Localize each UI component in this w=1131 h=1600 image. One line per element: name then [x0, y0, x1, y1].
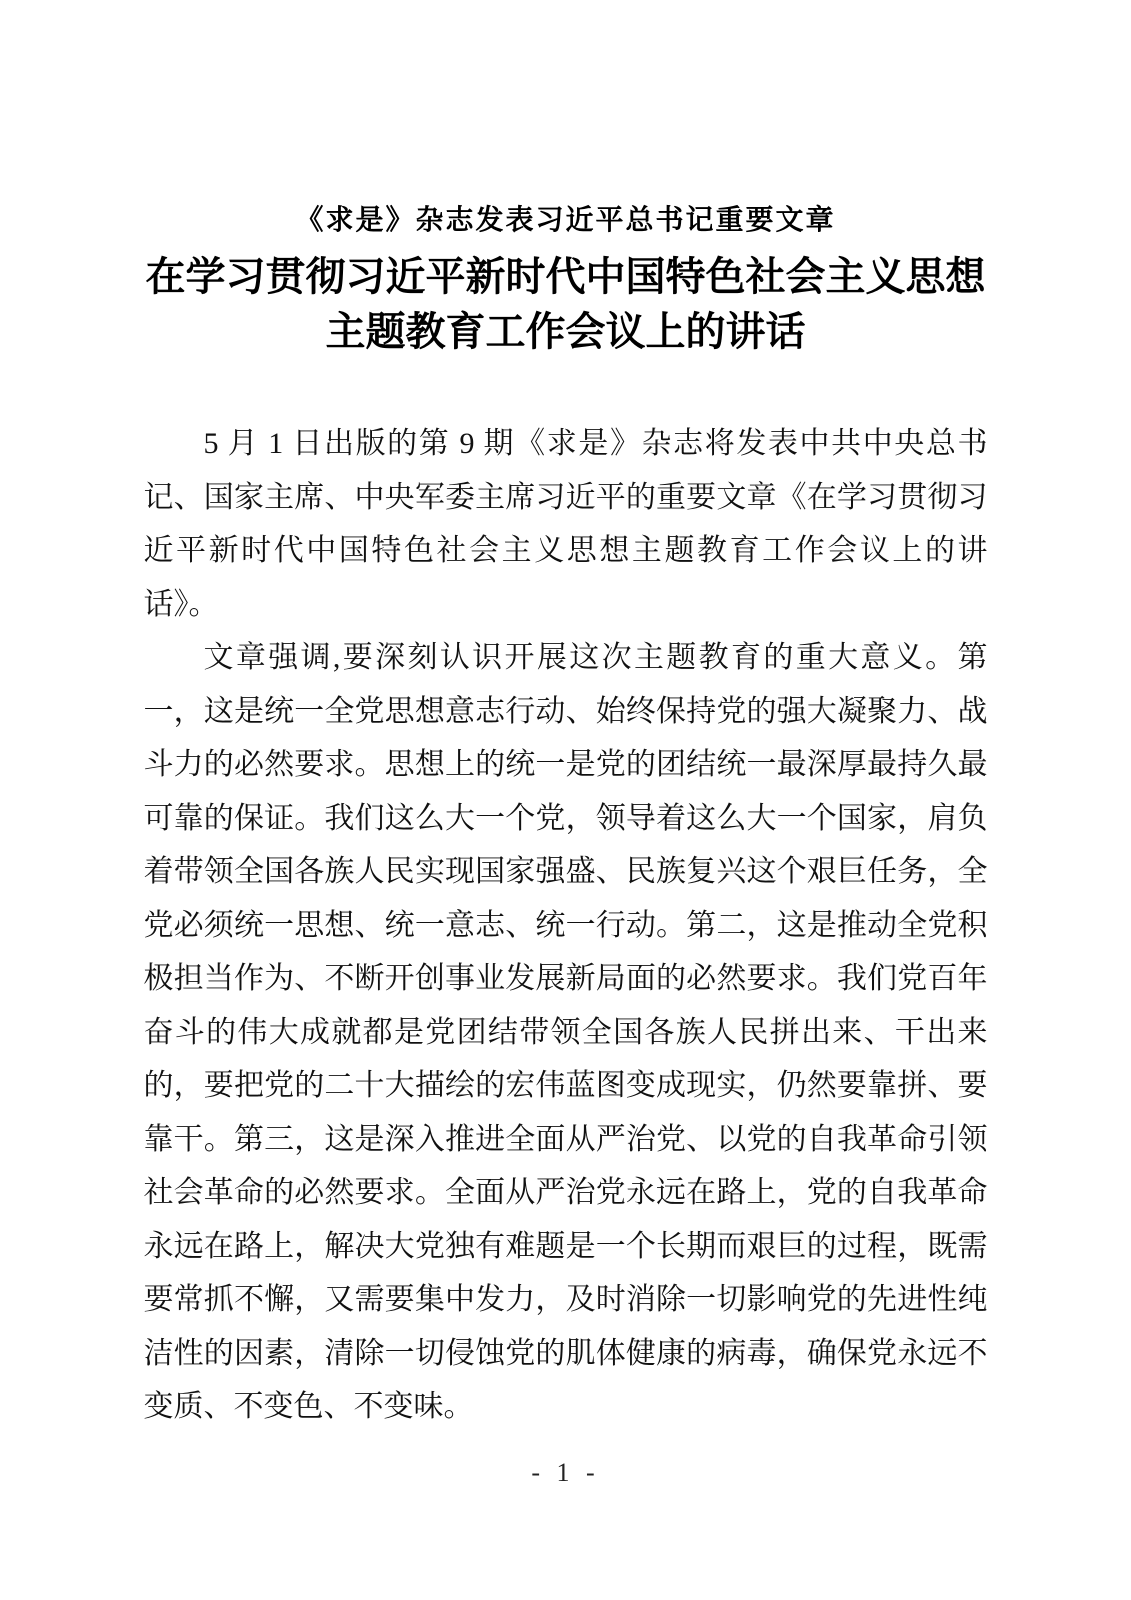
document-title — [76, 249, 1056, 359]
document-subtitle: 《求是》杂志发表习近平总书记重要文章 — [295, 205, 836, 236]
document-title-line-2: 主题教育工作会议上的讲话 — [325, 309, 806, 354]
page-number: - 1 - — [531, 1458, 600, 1487]
paragraph-main: 文章强调,要深刻认识开展这次主题教育的重大意义。第一，这是统一全党思想意志行动、始终保持党的强大凝聚力、战斗力的必然要求。思想上的统一是党的团结统一最深厚最持久最可靠的保证。我们这么大一个党，领导着这么大一个国家，肩负着带领全国各族人民实现国家强盛、民族复兴这个艰巨任务，全党必须统一思想、统一意志、统一行动。第二，这是推动全党积极担当作为、不断开创事业发展新局面的必然要求。我们党百年奋斗的伟大成就都是党团结带领全国各族人民拼出来、干出来的，要把党的二十大描绘的宏伟蓝图变成现实，仍然要靠拼、要靠干。第三，这是深入推进全面从严治党、以党的自我革命引领社会革命的必然要求。全面从严治党永远在路上，党的自我革命永远在路上，解决大党独有难题是一个长期而艰巨的过程，既需要常抓不懈，又需要集中发力，及时消除一切影响党的先进性纯洁性的因素，清除一切侵蚀党的肌体健康的病毒，确保党永远不变质、不变色、不变味。 — [143, 641, 988, 1423]
paragraph-intro: 5 月 1 日出版的第 9 期《求是》杂志将发表中共中央总书记、国家主席、中央军委主席习近平的重要文章《在学习贯彻习近平新时代中国特色社会主义思想主题教育工作会议上的讲话》。 — [143, 427, 988, 621]
document-title-line-1: 在学习贯彻习近平新时代中国特色社会主义思想 — [145, 254, 986, 299]
document-body — [144, 417, 988, 1434]
